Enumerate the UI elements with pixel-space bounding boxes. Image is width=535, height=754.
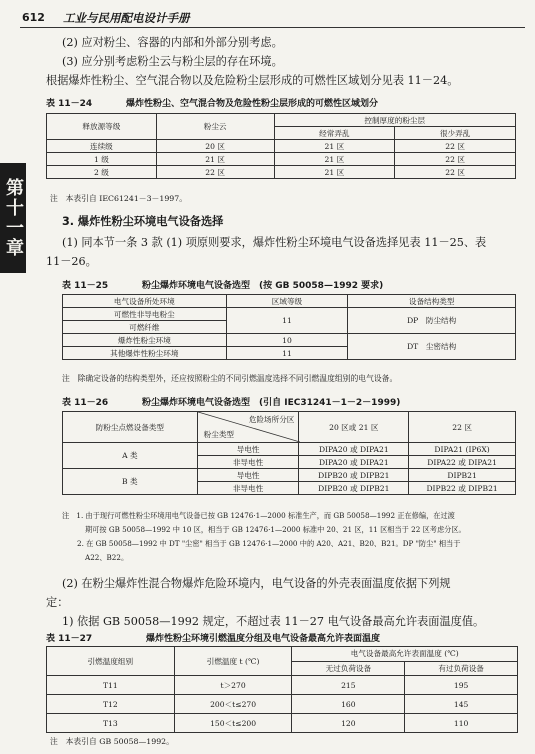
cell: B 类 bbox=[63, 469, 198, 495]
table-11-27-caption bbox=[46, 631, 380, 644]
cell: DP 防尘结构 bbox=[348, 308, 516, 334]
header-ignition-group: 引燃温度组别 bbox=[47, 647, 175, 676]
cell: DT 尘密结构 bbox=[348, 334, 516, 360]
cell: 215 bbox=[292, 676, 405, 695]
table-number: 表 11－27 bbox=[46, 634, 93, 644]
cell: 22 区 bbox=[395, 153, 516, 166]
header-release-grade: 释放源等级 bbox=[47, 114, 157, 140]
table-11-26-note-1b: 期可按 GB 50058—1992 中 10 区，相当于 GB 12476·1—2000 标准中 20、21 区，11 区相当于 22 区考虑分区。 bbox=[85, 525, 466, 534]
paragraph-2: (2) 应对粉尘、容器的内部和外部分别考虑。 bbox=[62, 36, 283, 49]
cell: 非导电性 bbox=[197, 482, 299, 495]
header-max-surface-temp: 电气设备最高允许表面温度 (℃) bbox=[292, 647, 518, 662]
paragraph-zone-intro: 根据爆炸性粉尘、空气混合物以及危险粉尘层形成的可燃性区域划分见表 11－24。 bbox=[46, 74, 459, 87]
cell: 150＜t≤200 bbox=[174, 714, 292, 733]
cell: 1 级 bbox=[47, 153, 157, 166]
paragraph-surface-temp-b: 定： bbox=[46, 596, 69, 609]
table-row bbox=[47, 166, 516, 179]
header-zone-class: 区域等级 bbox=[226, 295, 348, 308]
cell: 22 区 bbox=[156, 166, 274, 179]
table-row bbox=[47, 153, 516, 166]
cell: 20 区 bbox=[156, 140, 274, 153]
cell: 21 区 bbox=[274, 153, 395, 166]
table-row bbox=[63, 469, 516, 482]
cell: 22 区 bbox=[395, 166, 516, 179]
table-11-26-caption bbox=[62, 395, 400, 408]
paragraph-selection-a: (1) 同本节一条 3 款 (1) 项原则要求，爆炸性粉尘环境电气设备选择见表 11－25、表 bbox=[62, 236, 487, 249]
header-zone: 危险场所分区 bbox=[248, 415, 295, 424]
table-row bbox=[47, 140, 516, 153]
table-row bbox=[47, 714, 518, 733]
table-title: 粉尘爆炸环境电气设备选型 (引自 IEC31241－1－2－1999) bbox=[142, 398, 401, 408]
cell: DIPB22 或 DIPB21 bbox=[409, 482, 516, 495]
cell: 110 bbox=[405, 714, 518, 733]
paragraph-gb-rule: 1) 依据 GB 50058—1992 规定，不超过表 11－27 电气设备最高允许表面温度值。 bbox=[62, 615, 485, 628]
cell: T13 bbox=[47, 714, 175, 733]
cell: DIPB20 或 DIPB21 bbox=[299, 482, 409, 495]
cell: 2 级 bbox=[47, 166, 157, 179]
cell: 11 bbox=[226, 347, 348, 360]
header-environment: 电气设备所处环境 bbox=[63, 295, 227, 308]
header-zone-22: 22 区 bbox=[409, 412, 516, 443]
header-zone-20-21: 20 区或 21 区 bbox=[299, 412, 409, 443]
page-number: 612 bbox=[22, 11, 45, 24]
cell: DIPA22 或 DIPA21 bbox=[409, 456, 516, 469]
table-11-24-caption bbox=[46, 96, 378, 109]
paragraph-selection-b: 11－26。 bbox=[46, 255, 97, 268]
header-seldom-disturbed: 很少弄乱 bbox=[395, 127, 516, 140]
header-dust-cloud: 粉尘云 bbox=[156, 114, 274, 140]
cell: DIPA21 (IP6X) bbox=[409, 443, 516, 456]
table-11-26-note-1a: 注 1. 由于现行可燃性粉尘环境用电气设备已按 GB 12476·1—2000 标准生产，而 GB 50058—1992 正在修编，在过渡 bbox=[62, 511, 455, 520]
cell: 160 bbox=[292, 695, 405, 714]
table-11-26-note-2b: A22、B22。 bbox=[85, 553, 129, 562]
cell: 22 区 bbox=[395, 140, 516, 153]
cell: t＞270 bbox=[174, 676, 292, 695]
cell: 导电性 bbox=[197, 443, 299, 456]
cell: 21 区 bbox=[274, 140, 395, 153]
cell: 连续级 bbox=[47, 140, 157, 153]
cell: 可燃纤维 bbox=[63, 321, 227, 334]
running-header-title: 工业与民用配电设计手册 bbox=[63, 11, 190, 25]
table-11-24 bbox=[46, 113, 516, 179]
header-rule bbox=[20, 27, 525, 28]
table-number: 表 11－24 bbox=[46, 99, 93, 109]
table-row bbox=[63, 308, 516, 321]
header-ignition-temp: 引燃温度 t (℃) bbox=[174, 647, 292, 676]
cell: 非导电性 bbox=[197, 456, 299, 469]
header-structure-type: 设备结构类型 bbox=[348, 295, 516, 308]
cell: 可燃性非导电粉尘 bbox=[63, 308, 227, 321]
cell: 21 区 bbox=[156, 153, 274, 166]
cell: DIPA20 或 DIPA21 bbox=[299, 443, 409, 456]
cell: A 类 bbox=[63, 443, 198, 469]
cell: 导电性 bbox=[197, 469, 299, 482]
cell: DIPB21 bbox=[409, 469, 516, 482]
cell: T11 bbox=[47, 676, 175, 695]
cell: 11 bbox=[226, 308, 348, 334]
header-controlled-layer: 控制厚度的粉尘层 bbox=[274, 114, 516, 127]
table-title: 爆炸性粉尘环境引燃温度分组及电气设备最高允许表面温度 bbox=[146, 634, 381, 644]
header-no-overload: 无过负荷设备 bbox=[292, 661, 405, 676]
paragraph-3: (3) 应分别考虑粉尘云与粉尘层的存在环境。 bbox=[62, 55, 283, 68]
table-11-26 bbox=[62, 411, 516, 495]
table-number: 表 11－26 bbox=[62, 398, 109, 408]
table-11-25 bbox=[62, 294, 516, 360]
cell: 21 区 bbox=[274, 166, 395, 179]
table-11-25-note: 注 除确定设备的结构类型外，还应按照粉尘的不同引燃温度选择不同引燃温度组别的电气设备。 bbox=[62, 374, 398, 383]
chapter-tab: 第十一章 bbox=[0, 163, 26, 273]
table-11-27-note: 注 本表引自 GB 50058—1992。 bbox=[50, 737, 174, 746]
cell: 145 bbox=[405, 695, 518, 714]
cell: DIPB20 或 DIPB21 bbox=[299, 469, 409, 482]
cell: 10 bbox=[226, 334, 348, 347]
table-11-25-caption bbox=[62, 278, 383, 291]
cell: DIPA20 或 DIPA21 bbox=[299, 456, 409, 469]
table-title: 爆炸性粉尘、空气混合物及危险性粉尘层形成的可燃性区域划分 bbox=[126, 99, 379, 109]
cell: 120 bbox=[292, 714, 405, 733]
cell: 195 bbox=[405, 676, 518, 695]
table-row bbox=[63, 334, 516, 347]
cell: T12 bbox=[47, 695, 175, 714]
section-heading: 3. 爆炸性粉尘环境电气设备选择 bbox=[62, 215, 224, 228]
table-row bbox=[47, 695, 518, 714]
table-11-24-note: 注 本表引自 IEC61241－3－1997。 bbox=[50, 194, 187, 203]
table-11-26-note-2a: 2. 在 GB 50058—1992 中 DT "尘密" 相当于 GB 12476·1—2000 中的 A20、A21、B20、B21。DP "防尘" 相当于 bbox=[77, 539, 461, 548]
table-row bbox=[47, 676, 518, 695]
table-row bbox=[63, 443, 516, 456]
cell: 其他爆炸性粉尘环境 bbox=[63, 347, 227, 360]
header-device-type: 防粉尘点燃设备类型 bbox=[63, 412, 198, 443]
header-with-overload: 有过负荷设备 bbox=[405, 661, 518, 676]
table-title: 粉尘爆炸环境电气设备选型 (按 GB 50058—1992 要求) bbox=[142, 281, 384, 291]
header-diagonal-cell bbox=[197, 412, 299, 443]
cell: 200＜t≤270 bbox=[174, 695, 292, 714]
header-often-disturbed: 经常弄乱 bbox=[274, 127, 395, 140]
table-11-27 bbox=[46, 646, 518, 733]
paragraph-surface-temp-a: (2) 在粉尘爆炸性混合物爆炸危险环境内，电气设备的外壳表面温度依据下列规 bbox=[62, 577, 451, 590]
header-dust-type: 粉尘类型 bbox=[203, 430, 235, 439]
table-number: 表 11－25 bbox=[62, 281, 109, 291]
cell: 爆炸性粉尘环境 bbox=[63, 334, 227, 347]
